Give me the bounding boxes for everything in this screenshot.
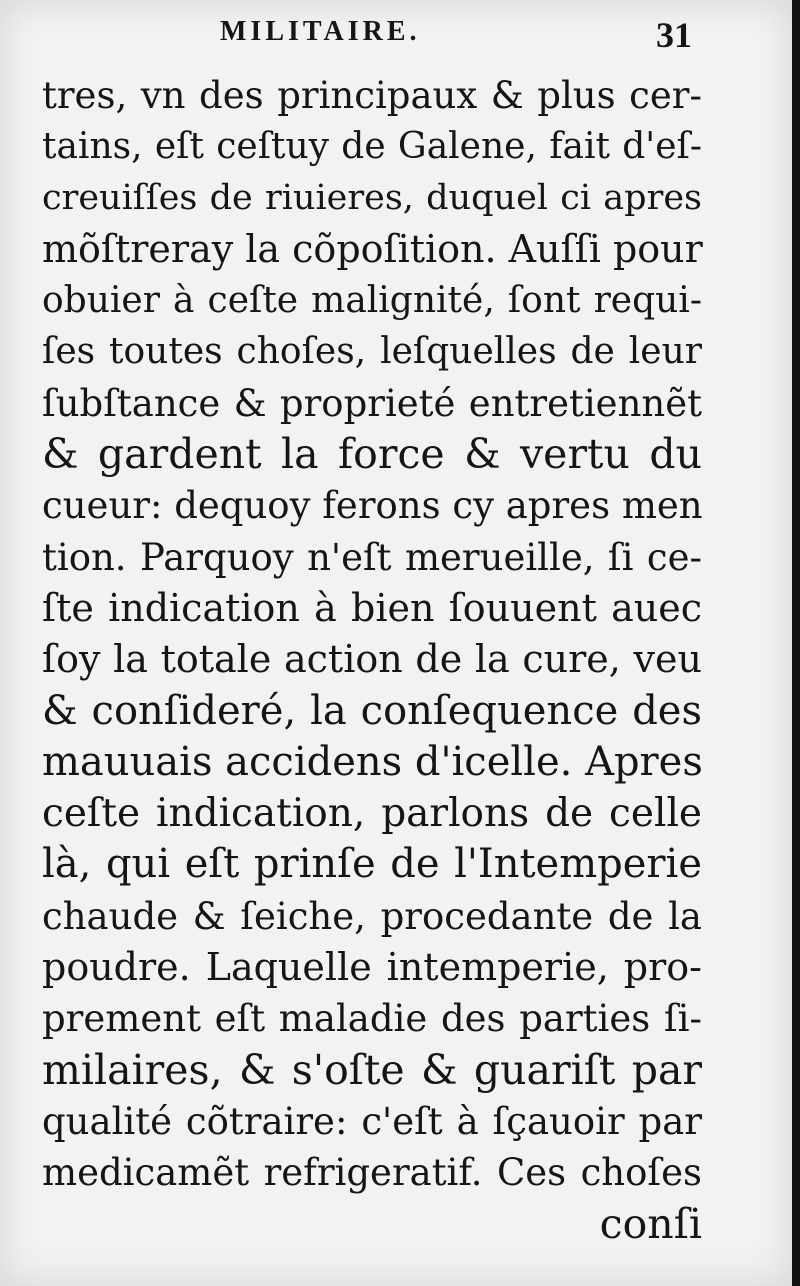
text-line: poudre. Laquelle intemperie, pro- — [42, 945, 702, 990]
text-line: cueur: dequoy ferons cy apres men — [42, 484, 703, 528]
page-header — [0, 14, 792, 54]
catchword: conſi — [599, 1199, 702, 1248]
text-line: tains, eſt ceſtuy de Galene, fait d'eſ- — [42, 126, 702, 168]
text-line: ſoy la totale action de la cure, veu — [42, 637, 702, 682]
text-line: & conſideré, la conſequence des — [42, 687, 702, 734]
page-edge-shadow — [792, 0, 800, 1286]
text-line: milaires, & s'oſte & guariſt par — [42, 1045, 702, 1094]
text-line: ceſte indication, parlons de celle — [42, 791, 702, 837]
text-line: mauuais accidens d'icelle. Apres — [42, 738, 703, 785]
text-line: mõſtreray la cõpoſition. Auſſi pour — [42, 226, 703, 271]
page-number: 31 — [656, 15, 692, 55]
text-line: chaude & ſeiche, procedante de la — [42, 894, 702, 938]
text-line: medicamẽt refrigeratif. Ces choſes — [42, 1151, 702, 1195]
text-line: tres, vn des principaux & plus cer- — [42, 74, 702, 117]
text-line: obuier à ceſte malignité, ſont requi- — [42, 280, 702, 322]
text-line: ſte indication à bien ſouuent auec — [42, 585, 702, 630]
text-line: tion. Parquoy n'eſt merueille, ſi ce- — [42, 535, 702, 579]
text-line: prement eſt maladie des parties ſi- — [42, 997, 702, 1041]
text-line: creuiſſes de riuieres, duquel ci apres — [42, 177, 702, 218]
body-text — [42, 70, 702, 1250]
text-line: qualité cõtraire: c'eſt à ſçauoir par — [42, 1099, 702, 1143]
text-line: & gardent la force & vertu du — [42, 430, 702, 479]
text-line: ſes toutes choſes, leſquelles de leur — [42, 331, 702, 373]
running-head: MILITAIRE. — [220, 16, 421, 47]
text-line: ſubſtance & proprieté entretiennẽt — [42, 381, 702, 425]
text-line: là, qui eſt prinſe de l'Intemperie — [42, 841, 702, 888]
